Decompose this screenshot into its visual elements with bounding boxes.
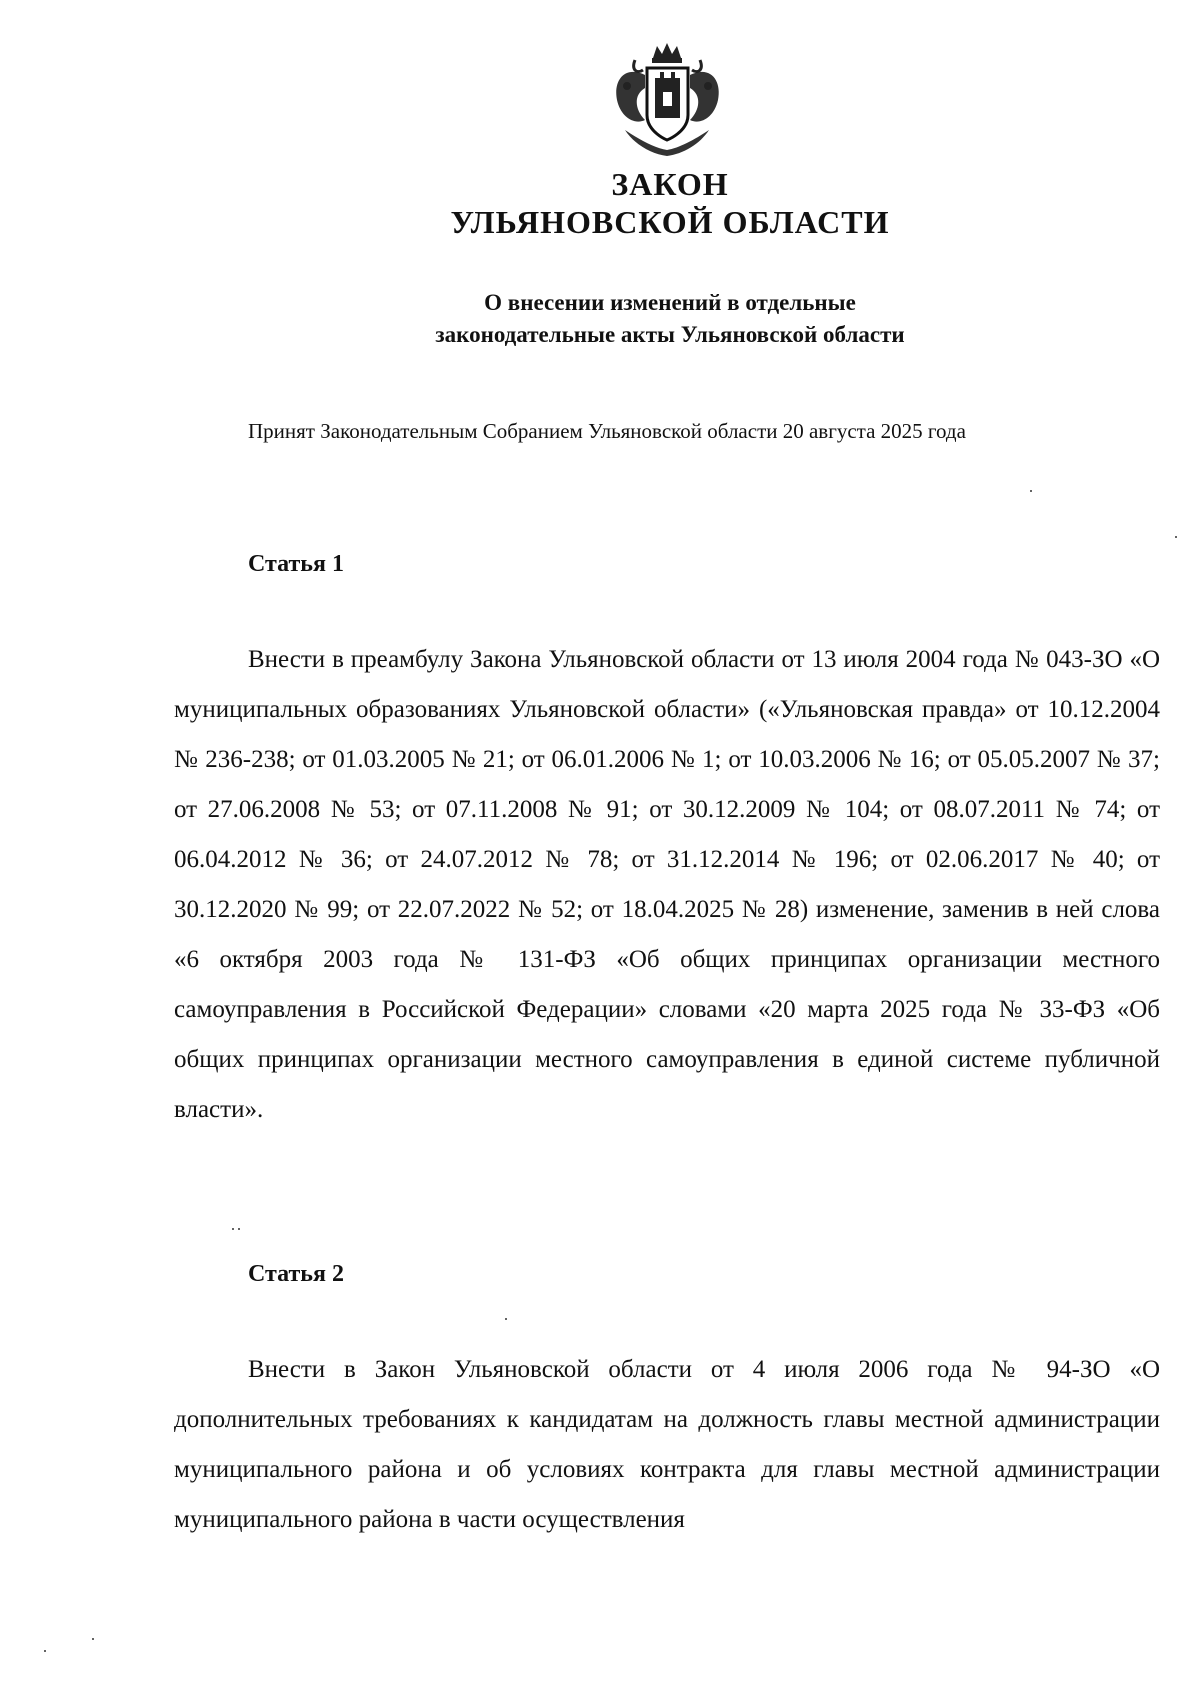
adoption-statement: Принят Законодательным Собранием Ульяновской области 20 августа 2025 года	[248, 419, 966, 443]
scan-speck	[44, 1650, 46, 1652]
title-line-1: ЗАКОН	[611, 166, 729, 202]
scan-speck	[232, 1228, 234, 1230]
document-subtitle	[0, 287, 1200, 351]
subtitle-line-2: законодательные акты Ульяновской области	[435, 322, 905, 347]
title-line-2: УЛЬЯНОВСКОЙ ОБЛАСТИ	[450, 204, 890, 240]
article-2-text: Внести в Закон Ульяновской области от 4 июля 2006 года № 94-ЗО «О дополнительных требованиях к кандидатам на должность главы местной администрации муниципального района и об условиях контракта для главы местной администрации муниципального района в части осуществления	[174, 1356, 1160, 1533]
article-1-heading: Статья 1	[248, 551, 344, 577]
article-1-text: Внести в преамбулу Закона Ульяновской области от 13 июля 2004 года № 043-ЗО «О муниципальных образованиях Ульяновской области» («Ульяновская правда» от 10.12.2004 № 236-238; от 01.03.2005 № 21; от 06.01.2006 № 1; от 10.03.2006 № 16; от 05.05.2007 № 37; от 27.06.2008 № 53; от 07.11.2008 № 91; от 30.12.2009 № 104; от 08.07.2011 № 74; от 06.04.2012 № 36; от 24.07.2012 № 78; от 31.12.2014 № 196; от 02.06.2017 № 40; от 30.12.2020 № 99; от 22.07.2022 № 52; от 18.04.2025 № 28) изменение, заменив в ней слова «6 октября 2003 года № 131-ФЗ «Об общих принципах организации местного самоуправления в Российской Федерации» словами «20 марта 2025 года № 33-ФЗ «Об общих принципах организации местного самоуправления в единой системе публичной власти».	[174, 646, 1160, 1123]
scan-speck	[1175, 536, 1177, 538]
scan-speck	[92, 1638, 94, 1640]
scan-speck	[1030, 490, 1032, 492]
scan-speck	[238, 1228, 240, 1230]
scan-speck	[505, 1318, 507, 1320]
subtitle-line-1: О внесении изменений в отдельные	[484, 290, 856, 315]
coat-of-arms-icon	[605, 40, 730, 160]
article-2-heading: Статья 2	[248, 1261, 344, 1287]
document-title	[0, 165, 1200, 241]
